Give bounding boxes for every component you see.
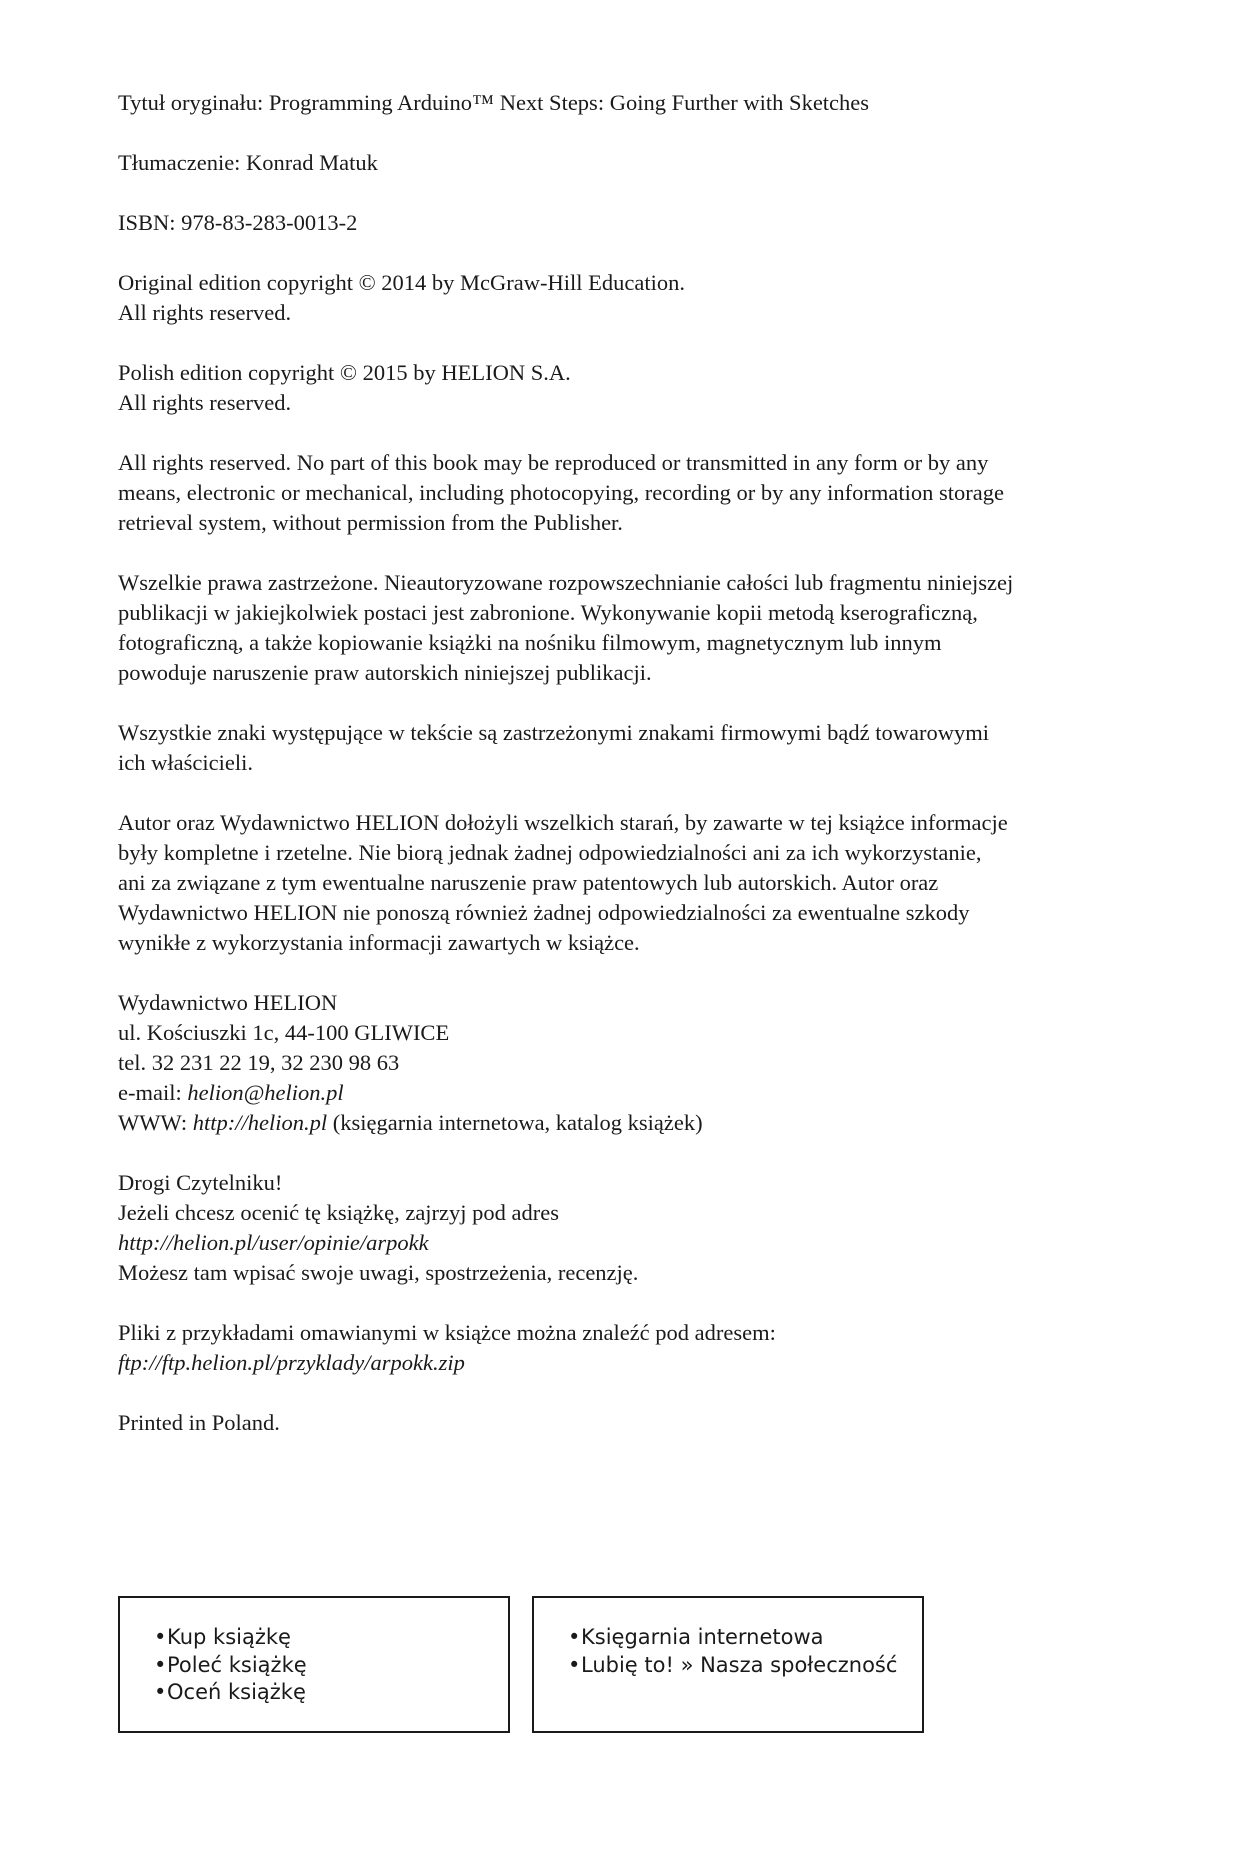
buy-book-link[interactable] bbox=[154, 1624, 307, 1652]
rights-pl-line: fotograficzną, a także kopiowanie książki na nośniku filmowym, magnetycznym lub innym bbox=[118, 630, 942, 655]
book-actions-box bbox=[118, 1596, 510, 1733]
polish-copyright bbox=[118, 358, 1158, 418]
original-title-text: Tytuł oryginału: Programming Arduino™ Next Steps: Going Further with Sketches bbox=[118, 90, 870, 115]
online-bookstore-label: Księgarnia internetowa bbox=[581, 1625, 824, 1649]
bullet: • bbox=[154, 1652, 167, 1677]
reader-prompt: Jeżeli chcesz ocenić tę książkę, zajrzyj pod adres bbox=[118, 1200, 560, 1225]
polish-rights-line: All rights reserved. bbox=[118, 390, 292, 415]
original-title bbox=[118, 88, 1158, 118]
examples-link[interactable]: ftp://ftp.helion.pl/przyklady/arpokk.zip bbox=[118, 1350, 465, 1375]
printed-text: Printed in Poland. bbox=[118, 1410, 280, 1435]
www-note: (księgarnia internetowa, katalog książek) bbox=[327, 1110, 703, 1135]
disclaimer-line: wynikłe z wykorzystania informacji zawartych w książce. bbox=[118, 930, 640, 955]
trademarks-line: Wszystkie znaki występujące w tekście są zastrzeżonymi znakami firmowymi bądź towarowymi bbox=[118, 720, 989, 745]
rights-pl-line: powoduje naruszenie praw autorskich niniejszej publikacji. bbox=[118, 660, 652, 685]
trademarks-line: ich właścicieli. bbox=[118, 750, 253, 775]
copyright-page bbox=[118, 88, 1158, 1468]
email-label: e-mail: bbox=[118, 1080, 188, 1105]
disclaimer-line: Autor oraz Wydawnictwo HELION dołożyli wszelkich starań, by zawarte w tej książce informacje bbox=[118, 810, 1008, 835]
rights-en-line: retrieval system, without permission from the Publisher. bbox=[118, 510, 623, 535]
rights-pl-line: Wszelkie prawa zastrzeżone. Nieautoryzowane rozpowszechnianie całości lub fragmentu niniejszej bbox=[118, 570, 1014, 595]
reader-note bbox=[118, 1168, 1158, 1288]
community-box bbox=[532, 1596, 924, 1733]
bullet: • bbox=[154, 1625, 167, 1649]
bullet: • bbox=[154, 1680, 167, 1704]
examples-note bbox=[118, 1318, 1158, 1378]
reader-greeting: Drogi Czytelniku! bbox=[118, 1170, 283, 1195]
community-list bbox=[568, 1624, 897, 1679]
isbn-text: ISBN: 978-83-283-0013-2 bbox=[118, 210, 358, 235]
www-link[interactable]: http://helion.pl bbox=[192, 1110, 328, 1135]
original-copyright bbox=[118, 268, 1158, 328]
rate-book-label: Oceń książkę bbox=[167, 1680, 306, 1704]
bullet: • bbox=[568, 1652, 581, 1677]
publisher-name: Wydawnictwo HELION bbox=[118, 990, 338, 1015]
www-label: WWW: bbox=[118, 1110, 193, 1135]
publisher-contact bbox=[118, 988, 1158, 1138]
translation-credit bbox=[118, 148, 1158, 178]
examples-text: Pliki z przykładami omawianymi w książce można znaleźć pod adresem: bbox=[118, 1320, 776, 1345]
publisher-address: ul. Kościuszki 1c, 44-100 GLIWICE bbox=[118, 1020, 450, 1045]
trademarks-notice bbox=[118, 718, 1158, 778]
publisher-phone: tel. 32 231 22 19, 32 230 98 63 bbox=[118, 1050, 400, 1075]
email-link[interactable]: helion@helion.pl bbox=[187, 1080, 344, 1105]
isbn bbox=[118, 208, 1158, 238]
book-actions-list bbox=[154, 1624, 307, 1707]
disclaimer bbox=[118, 808, 1158, 958]
recommend-book-link[interactable] bbox=[154, 1652, 307, 1680]
rights-en-line: means, electronic or mechanical, including photocopying, recording or by any information storage bbox=[118, 480, 1004, 505]
reader-note-text: Możesz tam wpisać swoje uwagi, spostrzeżenia, recenzję. bbox=[118, 1260, 639, 1285]
disclaimer-line: były kompletne i rzetelne. Nie biorą jednak żadnej odpowiedzialności ani za ich wykorzystanie, bbox=[118, 840, 982, 865]
original-copyright-line: Original edition copyright © 2014 by McGraw-Hill Education. bbox=[118, 270, 685, 295]
rate-book-link[interactable] bbox=[154, 1679, 307, 1707]
buy-book-label: Kup książkę bbox=[167, 1625, 291, 1649]
online-bookstore-link[interactable] bbox=[568, 1624, 897, 1652]
translation-text: Tłumaczenie: Konrad Matuk bbox=[118, 150, 378, 175]
rights-pl-line: publikacji w jakiejkolwiek postaci jest zabronione. Wykonywanie kopii metodą kserograficzną, bbox=[118, 600, 978, 625]
community-link[interactable] bbox=[568, 1652, 897, 1680]
disclaimer-line: Wydawnictwo HELION nie ponoszą również żadnej odpowiedzialności za ewentualne szkody bbox=[118, 900, 970, 925]
recommend-book-label: Poleć książkę bbox=[167, 1652, 307, 1677]
community-label: Lubię to! » Nasza społeczność bbox=[581, 1652, 898, 1677]
publisher-www-row bbox=[118, 1108, 1158, 1138]
rights-notice-english bbox=[118, 448, 1158, 538]
original-rights-line: All rights reserved. bbox=[118, 300, 292, 325]
promo-boxes bbox=[118, 1596, 924, 1733]
rights-en-line: All rights reserved. No part of this book may be reproduced or transmitted in any form or by any bbox=[118, 450, 989, 475]
disclaimer-line: ani za związane z tym ewentualne naruszenie praw patentowych lub autorskich. Autor oraz bbox=[118, 870, 939, 895]
rights-notice-polish bbox=[118, 568, 1158, 688]
polish-copyright-line: Polish edition copyright © 2015 by HELION S.A. bbox=[118, 360, 571, 385]
publisher-email-row bbox=[118, 1078, 1158, 1108]
review-link[interactable]: http://helion.pl/user/opinie/arpokk bbox=[118, 1230, 429, 1255]
printed-note bbox=[118, 1408, 1158, 1438]
bullet: • bbox=[568, 1625, 581, 1649]
